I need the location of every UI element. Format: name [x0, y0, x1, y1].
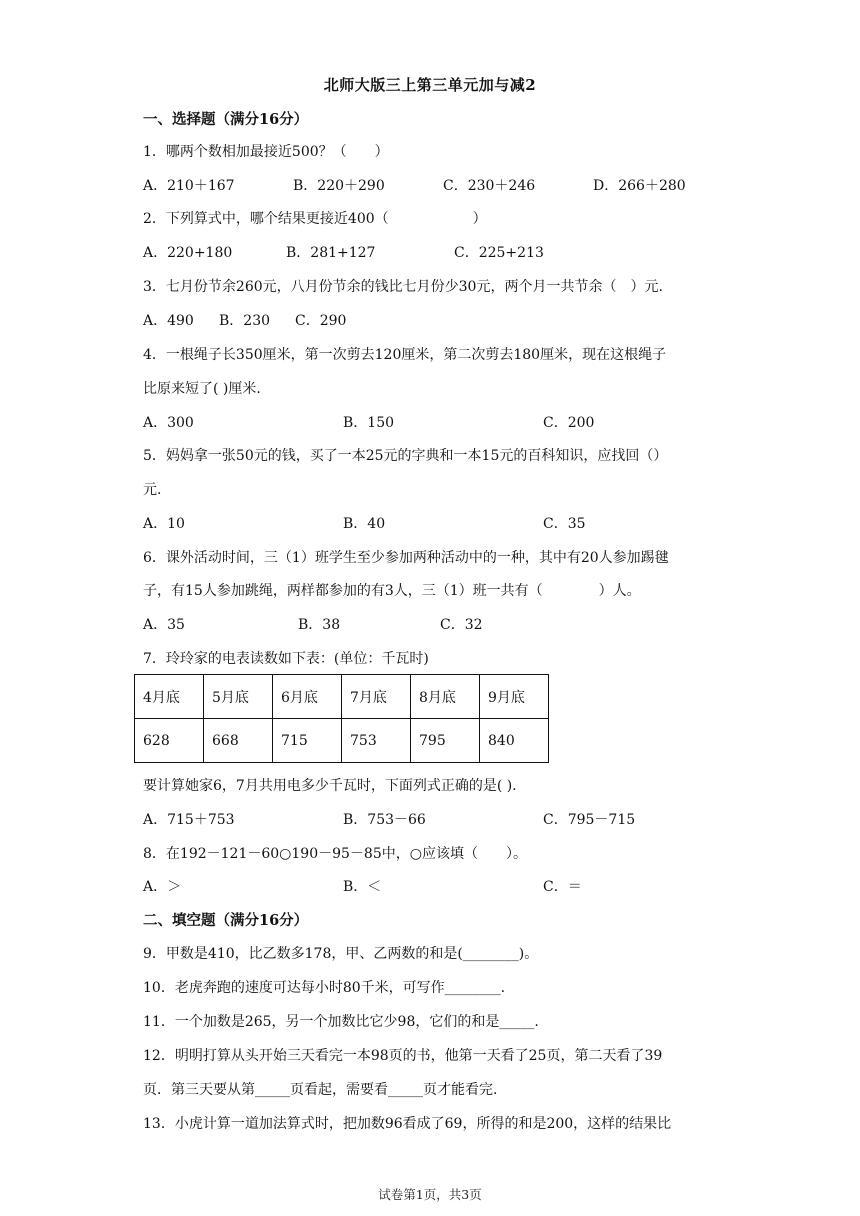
table-cell: 795 — [411, 719, 480, 763]
meter-reading-table — [134, 674, 549, 763]
q8-option-a: A．＞ — [143, 879, 182, 895]
table-header-cell: 5月底 — [204, 675, 273, 719]
question-13-text: 13．小虎计算一道加法算式时，把加数96看成了69，所得的和是200，这样的结果比 — [143, 1116, 672, 1132]
question-5-text-line2: 元. — [143, 482, 162, 498]
question-12-text-line2: 页．第三天要从第_____页看起，需要看_____页才能看完. — [143, 1082, 498, 1098]
table-cell: 753 — [342, 719, 411, 763]
q5-option-b: B．40 — [343, 516, 386, 532]
q3-option-b: B．230 — [219, 313, 271, 329]
table-cell: 715 — [273, 719, 342, 763]
q8-option-b: B．＜ — [343, 879, 382, 895]
q6-option-b: B．38 — [298, 617, 341, 633]
q7-option-b: B．753－66 — [343, 812, 426, 828]
q4-option-a: A．300 — [143, 415, 194, 431]
question-1-text: 1．哪两个数相加最接近500？（ ） — [143, 144, 389, 160]
question-4-text-line2: 比原来短了( )厘米. — [143, 381, 261, 397]
q5-option-c: C．35 — [543, 516, 586, 532]
document-title: 北师大版三上第三单元加与减2 — [323, 76, 537, 94]
q1-option-a: A．210＋167 — [143, 178, 235, 194]
page-footer: 试卷第1页，共3页 — [378, 1187, 482, 1202]
q7-option-c: C．795－715 — [543, 812, 636, 828]
q2-option-b: B．281+127 — [286, 245, 376, 261]
q6-option-c: C．32 — [440, 617, 483, 633]
question-9-text: 9．甲数是410，比乙数多178，甲、乙两数的和是(________)。 — [143, 946, 539, 962]
question-10-text: 10．老虎奔跑的速度可达每小时80千米，可写作________. — [143, 980, 506, 996]
table-row — [135, 719, 549, 763]
table-header-row — [135, 675, 549, 719]
q2-option-a: A．220+180 — [143, 245, 233, 261]
q1-option-c: C．230＋246 — [443, 178, 536, 194]
question-7-followup: 要计算她家6，7月共用电多少千瓦时，下面列式正确的是( ). — [143, 778, 517, 794]
question-3-text: 3．七月份节余260元，八月份节余的钱比七月份少30元，两个月一共节余（ ）元. — [143, 279, 663, 295]
q1-option-b: B．220＋290 — [293, 178, 385, 194]
table-header-cell: 7月底 — [342, 675, 411, 719]
q4-option-b: B．150 — [343, 415, 395, 431]
table-header-cell: 4月底 — [135, 675, 204, 719]
q8-option-c: C．＝ — [543, 879, 582, 895]
q3-option-c: C．290 — [295, 313, 347, 329]
q4-option-c: C．200 — [543, 415, 595, 431]
table-header-cell: 9月底 — [480, 675, 549, 719]
question-6-text-line2: 子，有15人参加跳绳，两样都参加的有3人，三（1）班一共有（ ）人。 — [143, 583, 641, 599]
question-11-text: 11．一个加数是265，另一个加数比它少98，它们的和是_____. — [143, 1014, 539, 1030]
question-6-text-line1: 6．课外活动时间，三（1）班学生至少参加两种活动中的一种，其中有20人参加踢毽 — [143, 550, 669, 566]
question-12-text-line1: 12．明明打算从头开始三天看完一本98页的书，他第一天看了25页，第二天看了39 — [143, 1048, 663, 1064]
table-cell: 668 — [204, 719, 273, 763]
section-heading-choice: 一、选择题（满分16分） — [143, 111, 309, 128]
section-heading-fill-in: 二、填空题（满分16分） — [143, 912, 309, 929]
question-8-text: 8．在192－121－60○190－95－85中，○应该填（ ）。 — [143, 846, 527, 862]
question-5-text-line1: 5．妈妈拿一张50元的钱，买了一本25元的字典和一本15元的百科知识，应找回（） — [143, 448, 668, 464]
q7-option-a: A．715＋753 — [143, 812, 235, 828]
q1-option-d: D．266＋280 — [593, 178, 686, 194]
question-4-text-line1: 4．一根绳子长350厘米，第一次剪去120厘米，第二次剪去180厘米，现在这根绳子 — [143, 347, 667, 363]
q3-option-a: A．490 — [143, 313, 194, 329]
q2-option-c: C．225+213 — [454, 245, 544, 261]
table-cell: 840 — [480, 719, 549, 763]
question-7-text: 7．玲玲家的电表读数如下表：(单位：千瓦时) — [143, 651, 429, 667]
q6-option-a: A．35 — [143, 617, 185, 633]
q5-option-a: A．10 — [143, 516, 185, 532]
table-header-cell: 8月底 — [411, 675, 480, 719]
question-2-text: 2．下列算式中，哪个结果更接近400（ ） — [143, 211, 487, 227]
table-header-cell: 6月底 — [273, 675, 342, 719]
table-cell: 628 — [135, 719, 204, 763]
